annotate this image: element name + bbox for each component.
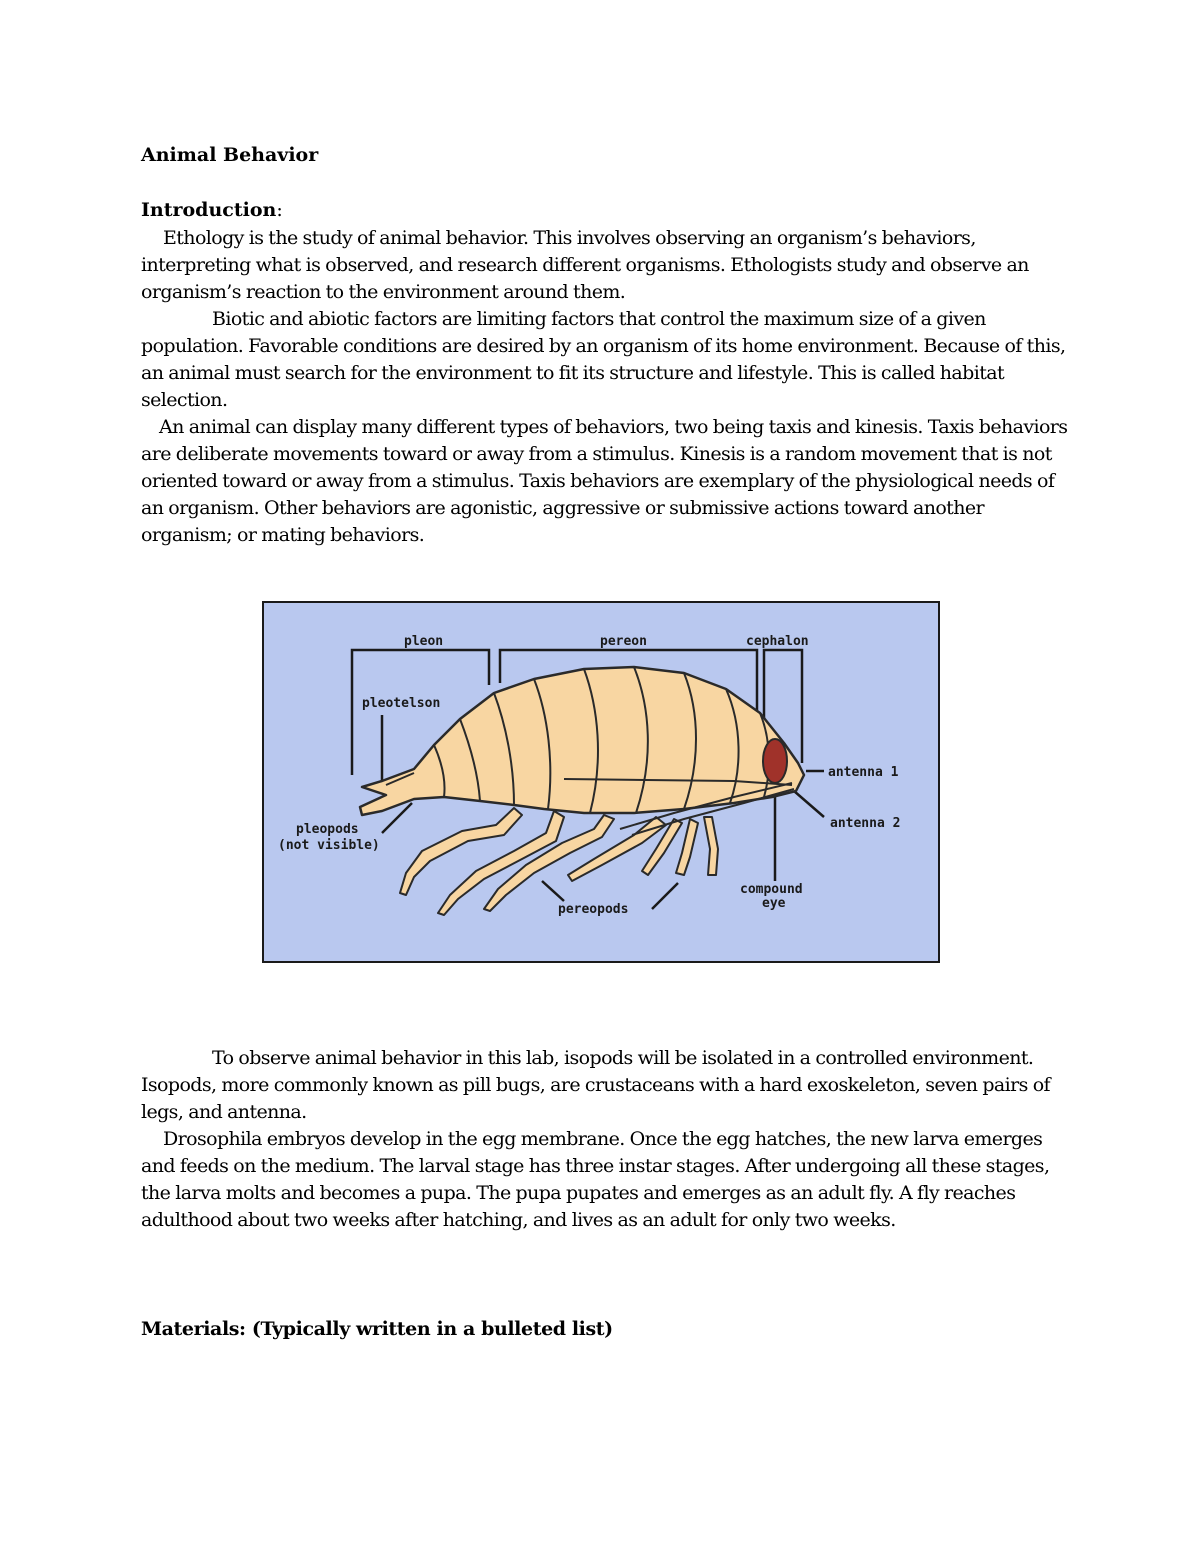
isopod-anatomy-figure	[262, 601, 940, 963]
leg-1	[400, 808, 522, 895]
label-antenna-1: antenna 1	[828, 765, 899, 780]
antenna2-pointer	[794, 791, 824, 817]
intro-paragraph-ethology: Ethology is the study of animal behavior. This involves observing an organism’s behaviors, interpreting what is observed, and research different organisms. Ethologists study and observe an organism’s reaction to the environment around them.	[141, 227, 1029, 303]
introduction-heading	[141, 199, 283, 221]
introduction-heading-colon: :	[276, 199, 283, 221]
isopod-diagram	[264, 603, 938, 961]
label-pleotelson: pleotelson	[362, 696, 441, 711]
intro-paragraph-factors: Biotic and abiotic factors are limiting factors that control the maximum size of a given population. Favorable conditions are desired by an organism of its home environment. Because of this, an animal must search for the environment to fit its structure and lifestyle. This is called habitat selection.	[141, 308, 1066, 411]
pereopods-pointer-left	[542, 881, 564, 901]
label-pleon: pleon	[404, 634, 444, 649]
intro-paragraph-behaviors: An animal can display many different types of behaviors, two being taxis and kinesis. Taxis behaviors are deliberate movements toward or away from a stimulus. Kinesis is a random movement that is not oriented toward or away from a stimulus. Taxis behaviors are exemplary of the physiological needs of an organism. Other behaviors are agonistic, aggressive or submissive actions toward another organism; or mating behaviors.	[141, 416, 1068, 546]
page-title: Animal Behavior	[141, 144, 319, 166]
label-pleopods-note: (not visible)	[278, 838, 380, 853]
materials-heading: Materials: (Typically written in a bulleted list)	[141, 1318, 613, 1340]
pereopods-pointer-right	[652, 883, 678, 909]
label-antenna-2: antenna 2	[830, 816, 901, 831]
label-cephalon: cephalon	[746, 634, 809, 649]
label-pereopods: pereopods	[558, 902, 629, 917]
lab-paragraph-isopods: To observe animal behavior in this lab, isopods will be isolated in a controlled environment. Isopods, more commonly known as pill bugs, are crustaceans with a hard exoskeleton, seven pairs of legs, and antenna.	[141, 1047, 1050, 1123]
introduction-body	[141, 225, 1071, 549]
label-compound: compound	[740, 882, 803, 897]
introduction-heading-text: Introduction	[141, 199, 277, 221]
label-eye: eye	[762, 896, 786, 911]
lab-paragraph-drosophila: Drosophila embryos develop in the egg membrane. Once the egg hatches, the new larva emerges and feeds on the medium. The larval stage has three instar stages. After undergoing all these stages, the larva molts and becomes a pupa. The pupa pupates and emerges as an adult fly. A fly reaches adulthood about two weeks after hatching, and lives as an adult for only two weeks.	[141, 1128, 1050, 1231]
compound-eye	[763, 739, 787, 783]
label-pleopods: pleopods	[296, 822, 359, 837]
lab-body	[141, 1045, 1071, 1234]
leg-7	[704, 817, 718, 875]
label-pereon: pereon	[600, 634, 647, 649]
